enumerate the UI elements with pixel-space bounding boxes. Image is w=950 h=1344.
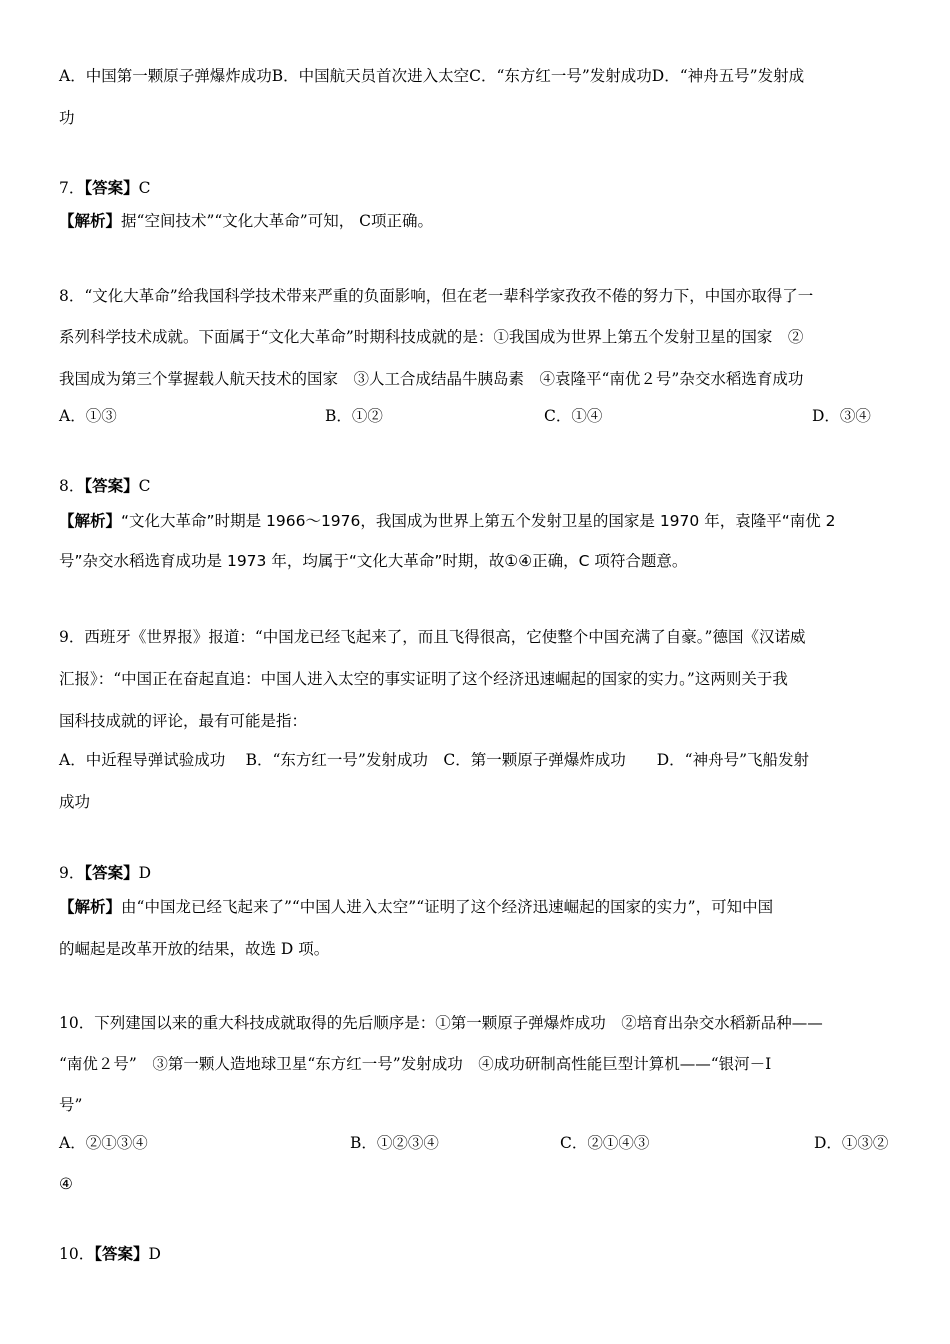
analysis-7 [59, 211, 898, 231]
analysis-label: 【解析】 [59, 512, 122, 530]
answer-value: D [148, 1245, 161, 1263]
q6-options-cont: 功 [59, 109, 75, 127]
answer-label: 【答案】 [84, 476, 139, 495]
answer-number: 9． [59, 864, 85, 882]
answer-value: C [138, 477, 151, 495]
answer-label: 【答案】 [94, 1244, 149, 1263]
analysis-text: “文化大革命”时期是 1966～1976，我国成为世界上第五个发射卫星的国家是 1970 年，袁隆平“南优 2 [121, 512, 836, 530]
q10-option-b: B．①②③④ [350, 1134, 439, 1152]
analysis-text: 据“空间技术”“文化大革命”可知， C项正确。 [121, 212, 433, 230]
q9-options: A．中近程导弹试验成功 B．“东方红一号”发射成功 C．第一颗原子弹爆炸成功 D．“神舟号”飞船发射 [59, 751, 809, 769]
answer-number: 7． [59, 179, 85, 197]
q9-stem-line2: 汇报》：“中国正在奋起直追：中国人进入太空的事实证明了这个经济迅速崛起的国家的实力。”这两则关于我 [59, 670, 788, 688]
q10-stem-line2: “南优２号” ③第一颗人造地球卫星“东方红一号”发射成功 ④成功研制高性能巨型计算机——“银河－Ⅰ [59, 1055, 772, 1073]
q10-option-d: D．①③② [814, 1134, 889, 1152]
q10-stem-line1: 10．下列建国以来的重大科技成就取得的先后顺序是：①第一颗原子弹爆炸成功 ②培育出杂交水稻新品种—— [59, 1014, 823, 1032]
q8-stem-line2: 系列科学技术成就。下面属于“文化大革命”时期科技成就的是：①我国成为世界上第五个发射卫星的国家 ② [59, 328, 804, 346]
analysis-label: 【解析】 [59, 897, 122, 916]
q9-stem-line1: 9．西班牙《世界报》报道：“中国龙已经飞起来了，而且飞得很高，它使整个中国充满了自豪。”德国《汉诺威 [59, 628, 806, 646]
analysis-8-line2: 号”杂交水稻选育成功是 1973 年，均属于“文化大革命”时期，故①④正确，C 项符合题意。 [59, 552, 688, 570]
q8-option-d: D．③④ [812, 407, 871, 425]
q9-stem-line3: 国科技成就的评论，最有可能是指： [59, 712, 308, 730]
answer-number: 8． [59, 477, 85, 495]
analysis-9-line2: 的崛起是改革开放的结果，故选 D 项。 [59, 940, 330, 958]
q8-stem-line1: 8．“文化大革命”给我国科学技术带来严重的负面影响，但在老一辈科学家孜孜不倦的努力下，中国亦取得了一 [59, 287, 814, 305]
q8-option-c: C．①④ [544, 407, 603, 425]
answer-value: C [138, 179, 151, 197]
answer-label: 【答案】 [84, 863, 139, 882]
answer-value: D [138, 864, 152, 882]
answer-7 [59, 178, 898, 198]
answer-9 [59, 863, 898, 883]
q8-stem-line3: 我国成为第三个掌握载人航天技术的国家 ③人工合成结晶牛胰岛素 ④袁隆平“南优２号”杂交水稻选育成功 [59, 370, 804, 388]
answer-10 [59, 1244, 898, 1264]
q9-options-cont: 成功 [59, 793, 91, 811]
q10-option-d-cont: ④ [59, 1175, 73, 1193]
answer-number: 10． [59, 1245, 95, 1263]
analysis-label: 【解析】 [59, 211, 122, 230]
q6-options: A．中国第一颗原子弹爆炸成功B．中国航天员首次进入太空C．“东方红一号”发射成功D．“神舟五号”发射成 [59, 67, 805, 85]
q8-option-a: A．①③ [59, 407, 117, 425]
q8-option-b: B．①② [325, 407, 383, 425]
q10-stem-line3: 号” [59, 1096, 83, 1114]
answer-8 [59, 476, 898, 496]
answer-label: 【答案】 [84, 178, 139, 197]
q10-option-c: C．②①④③ [560, 1134, 650, 1152]
analysis-8-line1 [59, 511, 898, 531]
analysis-text: 由“中国龙已经飞起来了”“中国人进入太空”“证明了这个经济迅速崛起的国家的实力”，可知中国 [121, 898, 774, 916]
q10-option-a: A．②①③④ [59, 1134, 148, 1152]
analysis-9-line1 [59, 897, 898, 917]
